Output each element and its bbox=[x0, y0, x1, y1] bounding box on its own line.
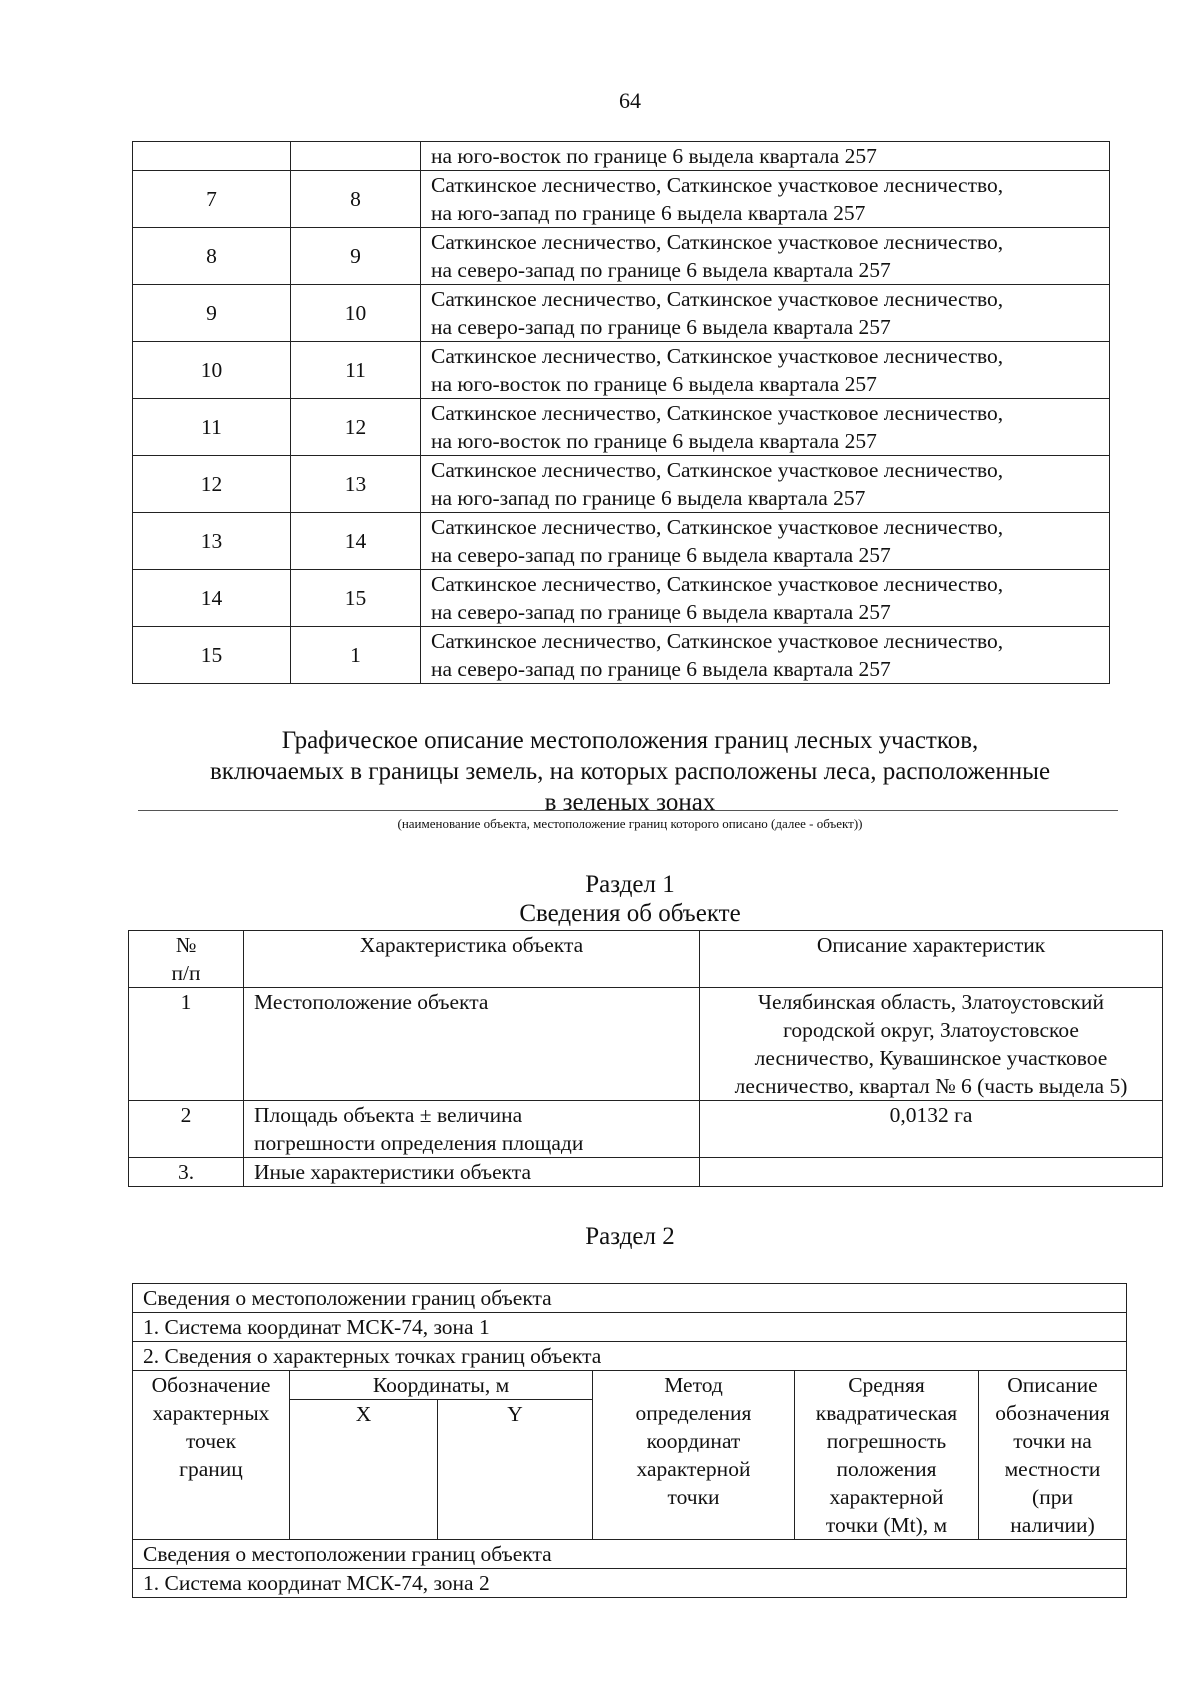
segment-from: 14 bbox=[133, 570, 291, 627]
segment-description bbox=[421, 513, 1110, 570]
segment-from: 11 bbox=[133, 399, 291, 456]
segment-description-line: Саткинское лесничество, Саткинское участковое лесничество, bbox=[431, 344, 1004, 368]
header-line: (при bbox=[1032, 1485, 1073, 1509]
header-line: Средняя bbox=[848, 1373, 925, 1397]
segment-to: 9 bbox=[291, 228, 421, 285]
segment-row bbox=[133, 228, 1110, 285]
segment-row bbox=[133, 142, 1110, 171]
heading-caption: (наименование объекта, местоположение границ которого описано (далее - объект)) bbox=[397, 816, 863, 831]
segment-description-line: на юго-восток по границе 6 выдела квартала 257 bbox=[431, 429, 877, 453]
segment-row bbox=[133, 627, 1110, 684]
segment-to: 14 bbox=[291, 513, 421, 570]
object-info-row bbox=[129, 1101, 1163, 1158]
header-line: положения bbox=[836, 1457, 937, 1481]
segment-to: 13 bbox=[291, 456, 421, 513]
segment-description-line: на северо-запад по границе 6 выдела квартала 257 bbox=[431, 600, 891, 624]
section-2-title: Раздел 2 bbox=[585, 1223, 675, 1250]
characteristic-points-row: 2. Сведения о характерных точках границ объекта bbox=[133, 1342, 1127, 1371]
object-info-description bbox=[700, 1158, 1163, 1187]
description-line: 0,0132 га bbox=[889, 1103, 973, 1127]
segment-description-line: Саткинское лесничество, Саткинское участковое лесничество, bbox=[431, 572, 1004, 596]
coord-system-zone-2: 1. Система координат МСК-74, зона 2 bbox=[133, 1569, 1127, 1598]
segment-to: 15 bbox=[291, 570, 421, 627]
segment-to: 11 bbox=[291, 342, 421, 399]
segment-from: 7 bbox=[133, 171, 291, 228]
header-description: Описание характеристик bbox=[700, 931, 1163, 988]
header-line: точек bbox=[185, 1429, 237, 1453]
segment-to: 10 bbox=[291, 285, 421, 342]
header-line: местности bbox=[1004, 1457, 1101, 1481]
segment-from: 12 bbox=[133, 456, 291, 513]
boundary-segments-table bbox=[132, 141, 1110, 684]
heading-line-1: Графическое описание местоположения границ лесных участков, bbox=[281, 727, 979, 754]
description-line: городской округ, Златоустовское bbox=[783, 1018, 1079, 1042]
header-line: точки на bbox=[1013, 1429, 1092, 1453]
segment-description-line: Саткинское лесничество, Саткинское участковое лесничество, bbox=[431, 515, 1004, 539]
segment-from: 8 bbox=[133, 228, 291, 285]
characteristic-line: Иные характеристики объекта bbox=[254, 1160, 532, 1184]
segment-row bbox=[133, 171, 1110, 228]
description-line: лесничество, квартал № 6 (часть выдела 5) bbox=[734, 1074, 1128, 1098]
col-y: Y bbox=[438, 1400, 593, 1540]
segment-row bbox=[133, 399, 1110, 456]
segment-from: 13 bbox=[133, 513, 291, 570]
object-info-characteristic bbox=[244, 988, 700, 1101]
segment-from: 10 bbox=[133, 342, 291, 399]
header-line: определения bbox=[635, 1401, 752, 1425]
segment-from: 9 bbox=[133, 285, 291, 342]
object-info-header-row bbox=[129, 931, 1163, 988]
header-line: точки (Mt), м bbox=[825, 1513, 948, 1537]
segment-to: 8 bbox=[291, 171, 421, 228]
object-info-num: 3. bbox=[129, 1158, 244, 1187]
segment-to bbox=[291, 142, 421, 171]
segment-description-line: Саткинское лесничество, Саткинское участковое лесничество, bbox=[431, 401, 1004, 425]
heading-line-2: включаемых в границы земель, на которых расположены леса, расположенные bbox=[209, 758, 1051, 785]
header-line: квадратическая bbox=[815, 1401, 958, 1425]
segment-row bbox=[133, 285, 1110, 342]
col-mean-error bbox=[795, 1371, 979, 1540]
header-line: границ bbox=[179, 1457, 243, 1481]
object-info-characteristic bbox=[244, 1101, 700, 1158]
object-info-num: 1 bbox=[129, 988, 244, 1101]
object-info-characteristic bbox=[244, 1158, 700, 1187]
segment-description-line: на юго-восток по границе 6 выдела квартала 257 bbox=[431, 372, 877, 396]
header-line: Описание bbox=[1007, 1373, 1098, 1397]
segment-description bbox=[421, 627, 1110, 684]
object-info-row bbox=[129, 988, 1163, 1101]
characteristic-line: Площадь объекта ± величина bbox=[254, 1103, 523, 1127]
header-line: наличии) bbox=[1010, 1513, 1095, 1537]
segment-description bbox=[421, 399, 1110, 456]
characteristic-line: погрешности определения площади bbox=[254, 1131, 584, 1155]
boundary-info-row-2: Сведения о местоположении границ объекта bbox=[133, 1540, 1127, 1569]
boundary-points-table bbox=[132, 1283, 1127, 1598]
header-line: характерной bbox=[636, 1457, 751, 1481]
segment-description-line: на юго-восток по границе 6 выдела квартала 257 bbox=[431, 144, 877, 168]
segment-row bbox=[133, 342, 1110, 399]
segment-description-line: Саткинское лесничество, Саткинское участковое лесничество, bbox=[431, 629, 1004, 653]
description-line: лесничество, Кувашинское участковое bbox=[754, 1046, 1108, 1070]
segment-description-line: на северо-запад по границе 6 выдела квартала 257 bbox=[431, 315, 891, 339]
segment-from bbox=[133, 142, 291, 171]
segment-description-line: Саткинское лесничество, Саткинское участковое лесничество, bbox=[431, 230, 1004, 254]
segment-row bbox=[133, 456, 1110, 513]
heading-line-3: в зеленых зонах bbox=[544, 789, 716, 816]
characteristic-line: Местоположение объекта bbox=[254, 990, 489, 1014]
col-point-description bbox=[979, 1371, 1127, 1540]
segment-description-line: на юго-запад по границе 6 выдела квартала 257 bbox=[431, 201, 866, 225]
description-line: Челябинская область, Златоустовский bbox=[758, 990, 1104, 1014]
header-num: № п/п bbox=[129, 931, 244, 988]
boundary-info-row: Сведения о местоположении границ объекта bbox=[133, 1284, 1127, 1313]
header-characteristic: Характеристика объекта bbox=[244, 931, 700, 988]
header-line: точки bbox=[667, 1485, 720, 1509]
segment-to: 1 bbox=[291, 627, 421, 684]
header-line: обозначения bbox=[995, 1401, 1110, 1425]
segment-description-line: на северо-запад по границе 6 выдела квартала 257 bbox=[431, 543, 891, 567]
col-point-designation bbox=[133, 1371, 290, 1540]
header-line: погрешность bbox=[826, 1429, 947, 1453]
col-x: X bbox=[290, 1400, 438, 1540]
header-line: Обозначение bbox=[151, 1373, 271, 1397]
header-line: характерной bbox=[829, 1485, 944, 1509]
header-line: Метод bbox=[664, 1373, 723, 1397]
section-1-subtitle: Сведения об объекте bbox=[519, 900, 741, 927]
col-coordinates: Координаты, м bbox=[290, 1371, 593, 1400]
segment-from: 15 bbox=[133, 627, 291, 684]
segment-description bbox=[421, 342, 1110, 399]
segment-description bbox=[421, 228, 1110, 285]
segment-description bbox=[421, 456, 1110, 513]
segment-description-line: Саткинское лесничество, Саткинское участковое лесничество, bbox=[431, 458, 1004, 482]
segment-to: 12 bbox=[291, 399, 421, 456]
segment-row bbox=[133, 513, 1110, 570]
segment-description bbox=[421, 171, 1110, 228]
segment-description bbox=[421, 570, 1110, 627]
page-number: 64 bbox=[619, 88, 641, 113]
object-info-description bbox=[700, 1101, 1163, 1158]
document-heading bbox=[120, 725, 1140, 818]
object-info-table bbox=[128, 930, 1163, 1187]
segment-row bbox=[133, 570, 1110, 627]
segment-description-line: Саткинское лесничество, Саткинское участковое лесничество, bbox=[431, 287, 1004, 311]
header-line: координат bbox=[646, 1429, 741, 1453]
object-info-description bbox=[700, 988, 1163, 1101]
segment-description-line: на юго-запад по границе 6 выдела квартала 257 bbox=[431, 486, 866, 510]
coord-system-zone-1: 1. Система координат МСК-74, зона 1 bbox=[133, 1313, 1127, 1342]
header-line: характерных bbox=[152, 1401, 270, 1425]
segment-description bbox=[421, 142, 1110, 171]
segment-description-line: Саткинское лесничество, Саткинское участковое лесничество, bbox=[431, 173, 1004, 197]
section-1-title: Раздел 1 bbox=[585, 871, 675, 898]
object-info-num: 2 bbox=[129, 1101, 244, 1158]
col-method bbox=[593, 1371, 795, 1540]
object-info-row bbox=[129, 1158, 1163, 1187]
heading-rule bbox=[138, 810, 1118, 811]
segment-description bbox=[421, 285, 1110, 342]
segment-description-line: на северо-запад по границе 6 выдела квартала 257 bbox=[431, 657, 891, 681]
segment-description-line: на северо-запад по границе 6 выдела квартала 257 bbox=[431, 258, 891, 282]
